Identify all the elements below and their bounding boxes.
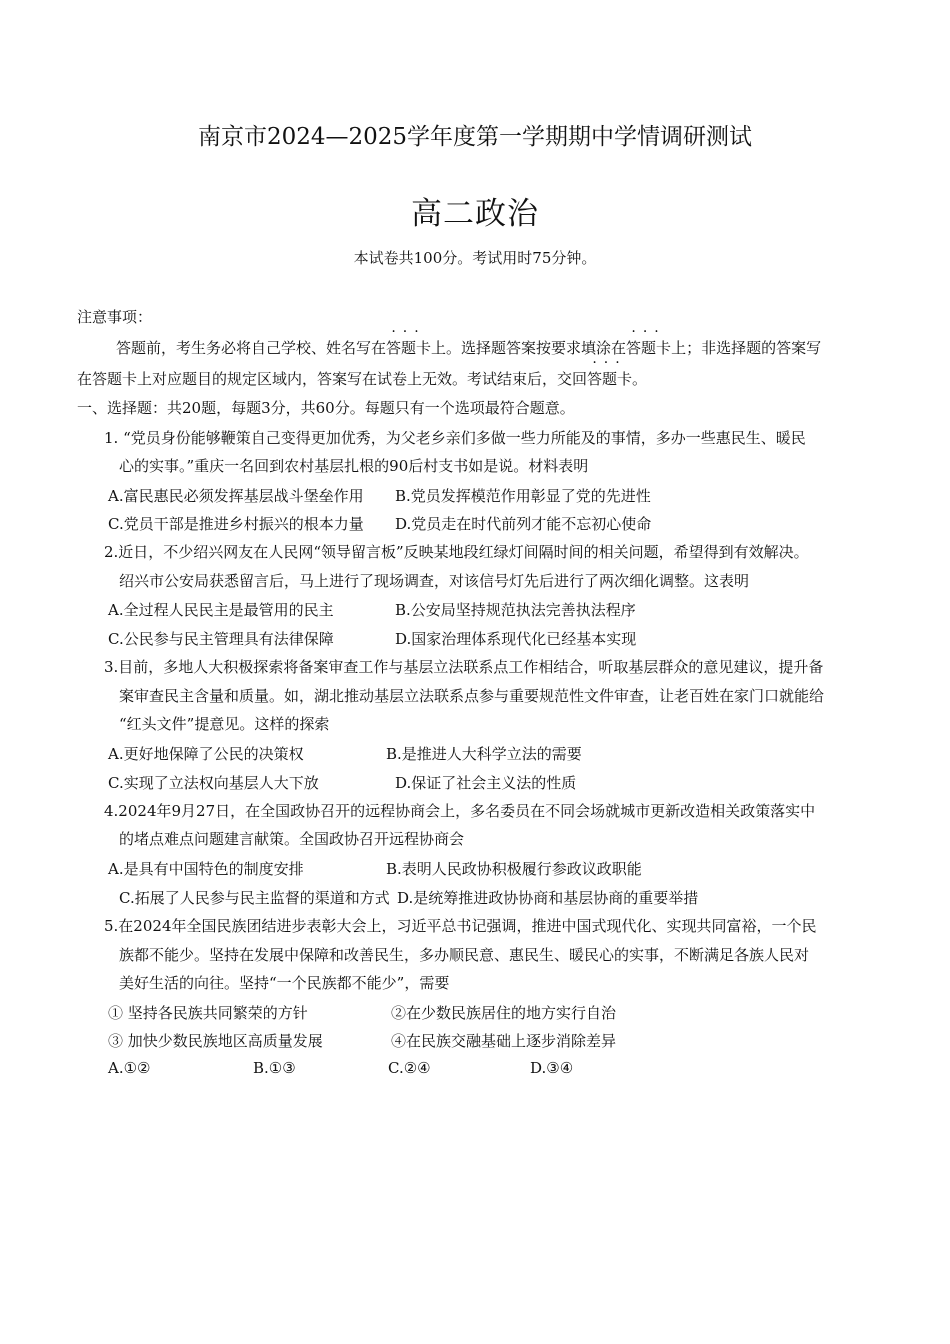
question-5-statement-3: ③ 加快少数民族地区高质量发展 bbox=[108, 1032, 323, 1050]
question-4-stem-line: 的堵点难点问题建言献策。全国政协召开远程协商会 bbox=[119, 830, 465, 848]
question-1-option-c: C.党员干部是推进乡村振兴的根本力量 bbox=[108, 515, 364, 533]
notice-text: 答题前，考生务必将自己学校、姓名写在 bbox=[116, 339, 387, 357]
notice-line-2 bbox=[77, 369, 647, 389]
section-heading: 一、选择题：共20题，每题3分，共60分。每题只有一个选项最符合题意。 bbox=[77, 399, 575, 417]
question-3-option-d: D.保证了社会主义法的性质 bbox=[395, 774, 577, 792]
question-5-statement-1: ① 坚持各民族共同繁荣的方针 bbox=[108, 1004, 308, 1022]
emphasized-answer-card: ··· 答题卡 bbox=[386, 338, 431, 358]
question-2-stem-line: 绍兴市公安局获悉留言后，马上进行了现场调查，对该信号灯先后进行了两次细化调整。这表明 bbox=[119, 572, 750, 590]
question-4-option-d: D.是统筹推进政协协商和基层协商的重要举措 bbox=[397, 889, 699, 907]
exam-info: 本试卷共100分。考试用时75分钟。 bbox=[353, 249, 597, 267]
question-1-option-d: D.党员走在时代前列才能不忘初心使命 bbox=[395, 515, 652, 533]
question-3-stem-line: 3.目前，多地人大积极探索将备案审查工作与基层立法联系点工作相结合，听取基层群众的意见建议，提升备 bbox=[104, 658, 824, 676]
question-5-stem-line: 美好生活的向往。坚持“一个民族都不能少”，需要 bbox=[119, 974, 450, 992]
question-2-option-c: C.公民参与民主管理具有法律保障 bbox=[108, 630, 334, 648]
notice-line-1 bbox=[116, 338, 821, 358]
subject-title: 高二政治 bbox=[411, 196, 539, 232]
question-2-option-d: D.国家治理体系现代化已经基本实现 bbox=[395, 630, 637, 648]
question-4-option-c: C.拓展了人民参与民主监督的渠道和方式 bbox=[119, 889, 390, 907]
question-4-option-b: B.表明人民政协积极履行参政议政职能 bbox=[386, 860, 642, 878]
notice-text: 。 bbox=[632, 370, 648, 388]
question-3-stem-line: 案审查民主含量和质量。如，湖北推动基层立法联系点参与重要规范性文件审查，让老百姓在家门口就能给 bbox=[119, 687, 825, 705]
question-5-stem-line: 族都不能少。坚持在发展中保障和改善民生，多办顺民意、惠民生、暖民心的实事，不断满足各族人民对 bbox=[119, 946, 810, 964]
question-4-option-a: A.是具有中国特色的制度安排 bbox=[108, 860, 304, 878]
question-5-statement-4: ④在民族交融基础上逐步消除差异 bbox=[391, 1032, 617, 1050]
question-3-option-c: C.实现了立法权向基层人大下放 bbox=[108, 774, 319, 792]
question-5-option-c: C.②④ bbox=[388, 1059, 431, 1077]
question-2-option-a: A.全过程人民民主是最管用的民主 bbox=[108, 601, 334, 619]
question-5-option-a: A.①② bbox=[108, 1059, 151, 1077]
question-3-stem-line: “红头文件”提意见。这样的探索 bbox=[119, 715, 330, 733]
notice-text: 上。选择题答案按要求填涂在 bbox=[431, 339, 627, 357]
exam-title: 南京市2024—2025学年度第一学期期中学情调研测试 bbox=[197, 124, 753, 150]
question-5-option-b: B.①③ bbox=[253, 1059, 296, 1077]
question-3-option-b: B.是推进人大科学立法的需要 bbox=[386, 745, 582, 763]
notice-text: 上；非选择题的答案写 bbox=[671, 339, 822, 357]
question-2-stem-line: 2.近日，不少绍兴网友在人民网“领导留言板”反映某地段红绿灯间隔时间的相关问题，希望得到有效解决。 bbox=[104, 543, 809, 561]
question-1-stem-line: 1. “党员身份能够鞭策自己变得更加优秀，为父老乡亲们多做一些力所能及的事情，多办一些惠民生、暖民 bbox=[104, 429, 806, 447]
question-1-stem-line: 心的实事。”重庆一名回到农村基层扎根的90后村支书如是说。材料表明 bbox=[119, 457, 589, 475]
emphasized-answer-card: ··· 答题卡 bbox=[587, 369, 632, 389]
question-3-option-a: A.更好地保障了公民的决策权 bbox=[108, 745, 304, 763]
question-5-stem-line: 5.在2024年全国民族团结进步表彰大会上，习近平总书记强调，推进中国式现代化、实现共同富裕，一个民 bbox=[104, 917, 817, 935]
notice-text: 在答题卡上对应题目的规定区域内，答案写在试卷上无效。考试结束后，交回 bbox=[77, 370, 588, 388]
question-5-statement-2: ②在少数民族居住的地方实行自治 bbox=[391, 1004, 617, 1022]
question-4-stem-line: 4.2024年9月27日，在全国政协召开的远程协商会上，多名委员在不同会场就城市更新改造相关政策落实中 bbox=[104, 802, 816, 820]
emphasized-answer-card: ··· 答题卡 bbox=[626, 338, 671, 358]
question-5-option-d: D.③④ bbox=[530, 1059, 574, 1077]
question-2-option-b: B.公安局坚持规范执法完善执法程序 bbox=[395, 601, 636, 619]
question-1-option-b: B.党员发挥模范作用彰显了党的先进性 bbox=[395, 487, 651, 505]
notice-heading: 注意事项： bbox=[77, 308, 153, 326]
question-1-option-a: A.富民惠民必须发挥基层战斗堡垒作用 bbox=[108, 487, 364, 505]
